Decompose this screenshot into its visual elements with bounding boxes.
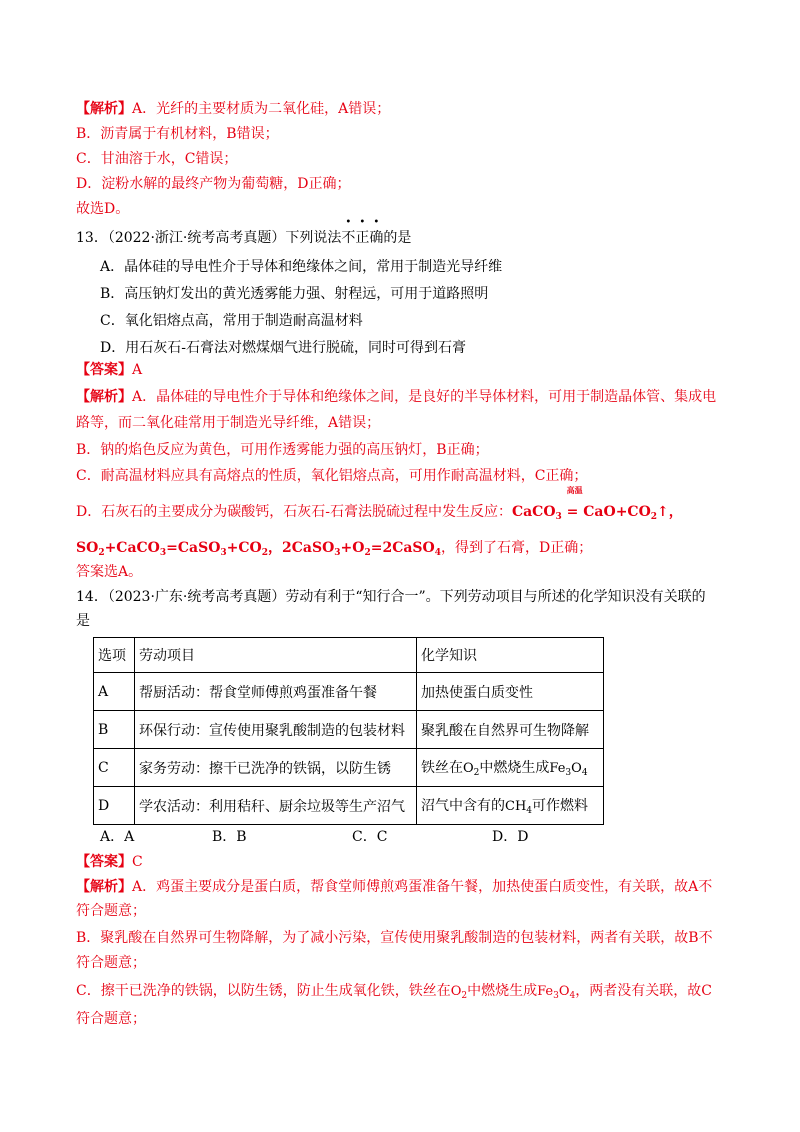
knowledge-text: 铁丝在 — [421, 760, 463, 776]
table-row — [94, 787, 604, 825]
question-14-analysis-c1 — [76, 980, 712, 1007]
question-14-analysis-a1 — [76, 876, 712, 898]
question-13-analysis-d — [76, 485, 683, 528]
question-13-option-c: C．氧化铝熔点高，常用于制造耐高温材料 — [100, 313, 363, 329]
question-13-conclusion: 答案选A。 — [76, 564, 143, 580]
table-cell-option: C — [94, 749, 135, 787]
choice-b: B．B — [212, 829, 247, 845]
analysis-12-b: B．沥青属于有机材料，B错误； — [76, 126, 279, 142]
analysis-tag: 【解析】 — [76, 101, 132, 117]
question-14-analysis-b1: B．聚乳酸在自然界可生物降解，为了减小污染，宣传使用聚乳酸制造的包装材料，两者有关联，故B不 — [76, 930, 713, 946]
emphasis-char: 正 — [355, 230, 370, 246]
analysis-text: ，得到了石膏，D正确； — [441, 540, 593, 556]
table-cell-knowledge — [417, 749, 604, 787]
analysis-12-c: C．甘油溶于水，C错误； — [76, 151, 238, 167]
question-13-prefix: 13．（2022·浙江·统考高考真题）下列说法 — [76, 230, 342, 246]
table-header-labor: 劳动项目 — [135, 638, 417, 673]
table-cell-labor: 环保行动：宣传使用聚乳酸制造的包装材料 — [135, 711, 417, 749]
answer-tag: 【答案】 — [76, 362, 132, 378]
choice-c: C．C — [352, 829, 388, 845]
knowledge-text: 中燃烧生成 — [479, 760, 550, 776]
question-13-option-d: D．用石灰石-石膏法对燃煤烟气进行脱硫，同时可得到石膏 — [100, 340, 466, 356]
table-header-knowledge: 化学知识 — [417, 638, 604, 673]
emphasis-char: 不 — [341, 230, 356, 246]
analysis-text: A．鸡蛋主要成分是蛋白质，帮食堂师傅煎鸡蛋准备午餐，加热使蛋白质变性，有关联，故A不 — [132, 879, 713, 895]
question-13-option-b: B．高压钠灯发出的黄光透雾能力强、射程远，可用于道路照明 — [100, 286, 489, 302]
analysis-text: ，两者没有关联，故C — [575, 983, 712, 999]
analysis-12-a — [76, 98, 390, 120]
question-14-answer — [76, 851, 143, 873]
answer-value: C — [132, 854, 143, 870]
question-13-analysis-c: C．耐高温材料应具有高熔点的性质，氧化铝熔点高，可用作耐高温材料，C正确； — [76, 468, 588, 484]
formula-fe3o4: $Fe_3O_4$ — [537, 984, 576, 1001]
table-cell-knowledge: 加热使蛋白质变性 — [417, 673, 604, 711]
question-14-stem-2: 是 — [76, 613, 90, 629]
reaction-condition: 高温 — [566, 485, 583, 495]
choice-a: A．A — [100, 829, 135, 845]
question-13-stem — [76, 227, 411, 249]
analysis-tag: 【解析】 — [76, 879, 132, 895]
question-13-option-a: A．晶体硅的导电性介于导体和绝缘体之间，常用于制造光导纤维 — [100, 259, 503, 275]
analysis-text: C．擦干已洗净的铁锅，以防生锈，防止生成氧化铁，铁丝在 — [76, 983, 451, 999]
question-13-analysis-a1 — [76, 386, 716, 408]
formula-o2: $O_2$ — [463, 761, 480, 778]
table-header-row — [94, 638, 604, 673]
question-13-suffix: 的是 — [383, 230, 412, 246]
question-13-analysis-a2: 路等，而二氧化硅常用于制造光导纤维，A错误； — [76, 415, 381, 431]
knowledge-text: 沼气中含有的 — [421, 798, 505, 814]
table-row — [94, 673, 604, 711]
formula-o2: $O_2$ — [450, 984, 468, 1001]
table-cell-option: A — [94, 673, 135, 711]
question-13-answer — [76, 359, 142, 381]
table-row — [94, 711, 604, 749]
answer-value: A — [132, 362, 143, 378]
table-cell-labor: 帮厨活动：帮食堂师傅煎鸡蛋准备午餐 — [135, 673, 417, 711]
emphasis-char: 确 — [369, 230, 384, 246]
formula-ch4: $CH_4$ — [505, 799, 533, 816]
analysis-text: A．光纤的主要材质为二氧化硅，A错误； — [132, 101, 391, 117]
choice-d: D．D — [492, 829, 529, 845]
question-13-analysis-b: B．钠的焰色反应为黄色，可用作透雾能力强的高压钠灯，B正确； — [76, 442, 489, 458]
table-header-option: 选项 — [94, 638, 135, 673]
table-cell-knowledge — [417, 787, 604, 825]
formula-fe3o4: $Fe_3O_4$ — [549, 761, 588, 778]
answer-tag: 【答案】 — [76, 854, 132, 870]
equation-1: CaCO$_3$ 高温 = $CaO+CO_2↑$， — [511, 485, 683, 522]
question-14-choices — [100, 826, 560, 846]
analysis-12-d: D．淀粉水解的最终产物为葡萄糖，D正确； — [76, 176, 351, 192]
analysis-text: 中燃烧生成 — [467, 983, 538, 999]
question-14-table — [93, 637, 604, 825]
analysis-12-conclusion: 故选D。 — [76, 201, 130, 217]
question-14-analysis-b2: 符合题意； — [76, 955, 146, 971]
analysis-text: D．石灰石的主要成分为碳酸钙，石灰石-石膏法脱硫过程中发生反应： — [76, 504, 512, 520]
equation-2: $SO_2+CaCO_3=CaSO_3+CO_2$，$2CaSO_3+O_2=2CaSO_4$ — [76, 540, 441, 558]
question-14-analysis-a2: 符合题意； — [76, 903, 146, 919]
table-cell-labor: 学农活动：利用秸秆、厨余垃圾等生产沼气 — [135, 787, 417, 825]
table-cell-option: D — [94, 787, 135, 825]
table-cell-option: B — [94, 711, 135, 749]
question-13-analysis-d2 — [76, 537, 592, 564]
question-14-analysis-c2: 符合题意； — [76, 1011, 146, 1027]
table-row — [94, 749, 604, 787]
table-cell-knowledge: 聚乳酸在自然界可生物降解 — [417, 711, 604, 749]
analysis-tag: 【解析】 — [76, 389, 132, 405]
table-cell-labor: 家务劳动：擦干已洗净的铁锅，以防生锈 — [135, 749, 417, 787]
analysis-text: A．晶体硅的导电性介于导体和绝缘体之间，是良好的半导体材料，可用于制造晶体管、集成电 — [132, 389, 717, 405]
question-14-stem-1: 14．（2023·广东·统考高考真题）劳动有利于“知行合一”。下列劳动项目与所述的化学知识没有关联的 — [76, 589, 706, 605]
knowledge-text: 可作燃料 — [532, 798, 589, 814]
